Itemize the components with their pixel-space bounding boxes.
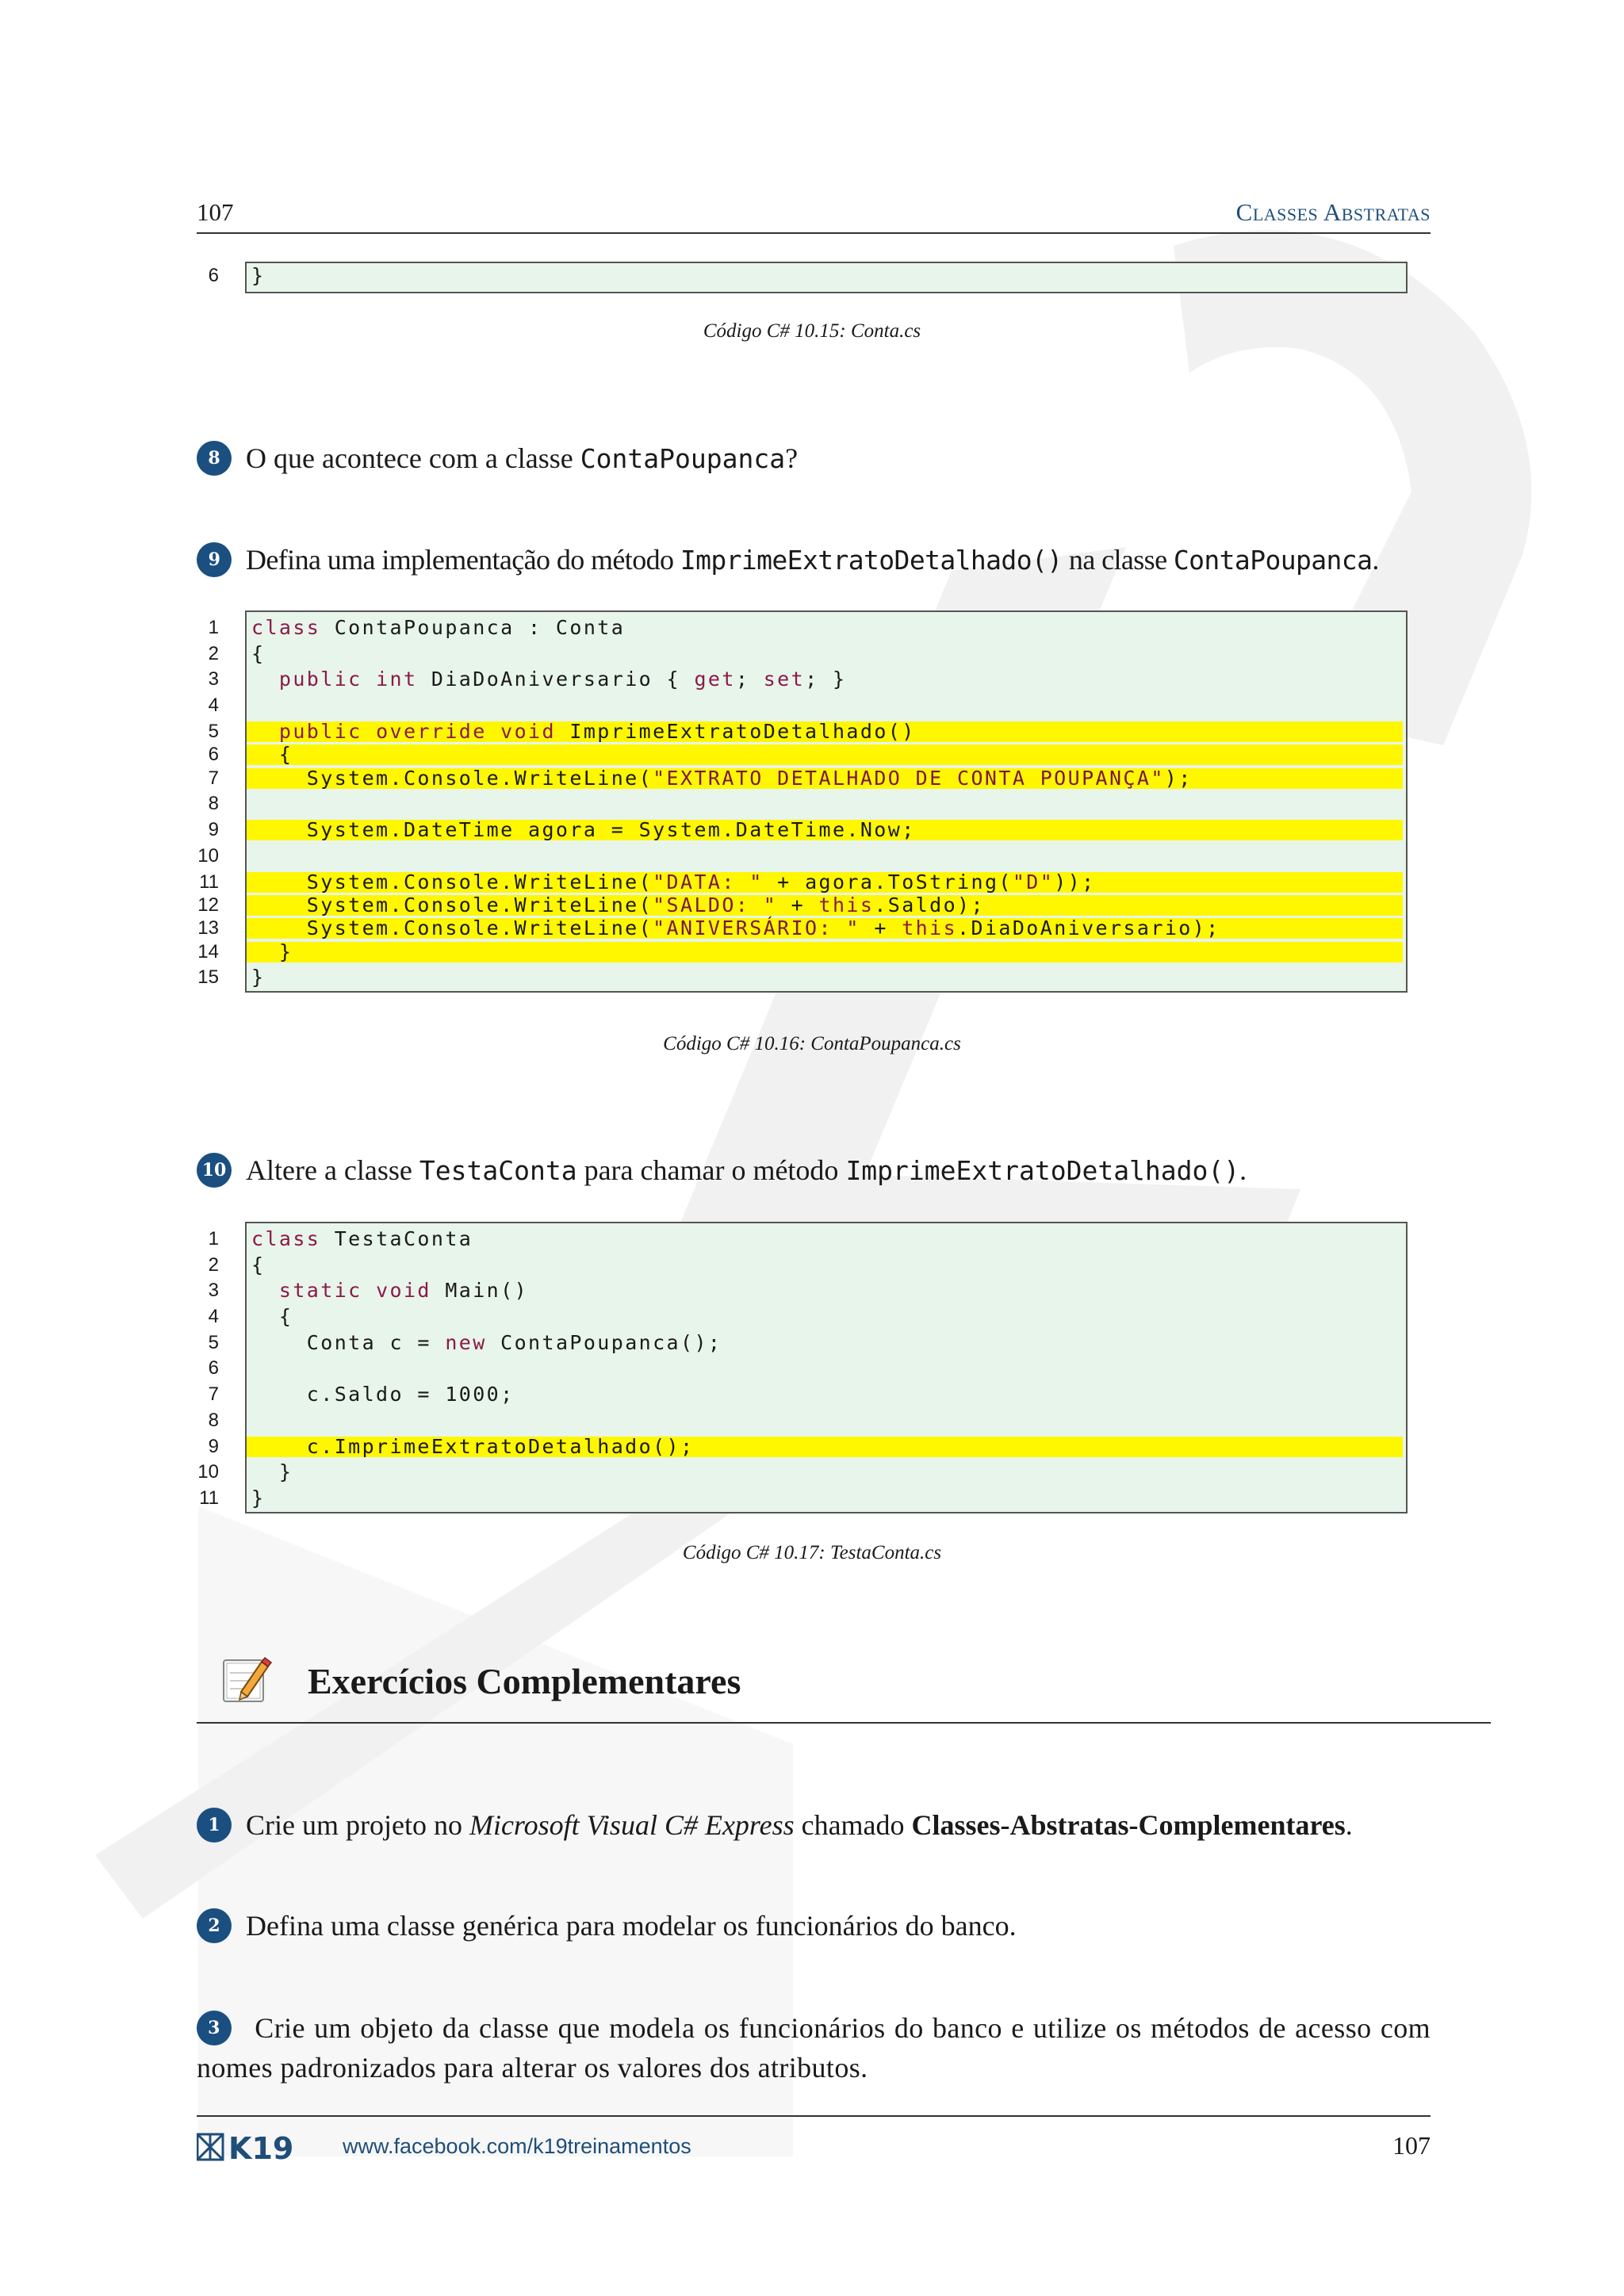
line-number: 11 [199, 871, 219, 893]
code-line [208, 1408, 1406, 1434]
line-number: 1 [208, 617, 219, 638]
line-number: 15 [197, 966, 219, 988]
code-line [208, 720, 1403, 744]
exercise-text: Crie um projeto no [246, 1809, 469, 1841]
code-text: { [251, 641, 266, 665]
line-number: 6 [208, 265, 219, 286]
line-number: 4 [208, 695, 219, 717]
code-keyword: int [376, 668, 418, 691]
code-keyword: public override void [278, 720, 556, 744]
exercise-text: chamado [794, 1809, 912, 1841]
code-keyword: static void [278, 1279, 431, 1303]
code-line [197, 916, 1403, 940]
code-keyword: this [902, 916, 958, 940]
code-line [208, 766, 1403, 790]
code-keyword: class [251, 616, 321, 639]
exercise-badge: 1 [197, 1808, 232, 1843]
complementary-item-3 [197, 2009, 1431, 2087]
exercise-badge: 8 [197, 441, 232, 476]
line-number: 8 [208, 793, 219, 815]
code-text: ContaPoupanca(); [486, 1330, 722, 1354]
footer-url-link[interactable]: www.facebook.com/k19treinamentos [343, 2134, 691, 2158]
code-line [208, 1330, 1406, 1357]
exercise-badge: 2 [197, 1908, 232, 1943]
exercise-text: para chamar o método [576, 1154, 846, 1186]
code-line [197, 1460, 1406, 1486]
code-text: { [251, 1253, 266, 1276]
code-caption-contapoupanca: Código C# 10.16: ContaPoupanca.cs [663, 1033, 961, 1054]
footer-rule [197, 2115, 1431, 2117]
exercise-text: na classe [1062, 544, 1174, 576]
code-text: .Saldo); [874, 893, 985, 916]
code-text: } [251, 1460, 293, 1484]
code-line [208, 641, 1406, 668]
code-line [208, 1278, 1406, 1304]
line-number: 7 [208, 767, 219, 789]
line-number: 12 [197, 894, 219, 916]
code-line [208, 263, 1406, 289]
code-keyword: new [445, 1330, 487, 1354]
code-text: } [251, 965, 266, 989]
code-text: )); [1054, 870, 1096, 894]
line-number: 10 [197, 1461, 219, 1483]
exercise-text: Defina uma implementação do método [246, 544, 680, 576]
header-page-number: 107 [197, 198, 234, 226]
code-line [197, 893, 1403, 916]
line-number: 5 [208, 721, 219, 743]
exercise-text: . [1345, 1809, 1353, 1841]
code-line [197, 939, 1403, 963]
line-number: 2 [208, 1253, 219, 1276]
exercise-item-9 [197, 541, 1434, 580]
code-line [208, 667, 1406, 693]
complementary-item-1 [197, 1806, 1434, 1846]
exercise-bold-text: Classes-Abstratas-Complementares [911, 1809, 1346, 1841]
code-text: Main() [431, 1279, 529, 1303]
code-text [362, 668, 376, 691]
code-line [208, 1356, 1406, 1382]
header-chapter-title: Classes Abstratas [1235, 198, 1431, 226]
code-text: { [251, 743, 293, 767]
code-text: TestaConta [320, 1227, 473, 1250]
inline-code: ImprimeExtratoDetalhado() [845, 1155, 1240, 1186]
code-text: System.Console.WriteLine( [251, 893, 653, 916]
code-text: .DiaDoAniversario); [957, 916, 1220, 940]
inline-code: ImprimeExtratoDetalhado() [680, 545, 1063, 576]
exercise-italic-text: Microsoft Visual C# Express [469, 1809, 795, 1841]
notepad-pencil-icon [220, 1655, 273, 1705]
k19-logo [197, 2133, 324, 2161]
exercise-badge: 3 [197, 2011, 232, 2045]
exercise-text: Defina uma classe genérica para modelar os funcionários do banco. [246, 1910, 1017, 1942]
line-number: 14 [197, 940, 219, 962]
code-text: } [251, 1486, 266, 1510]
code-keyword: get [694, 668, 736, 691]
line-number: 3 [208, 1280, 219, 1302]
code-line [208, 1253, 1406, 1279]
code-line [208, 693, 1406, 719]
line-number: 4 [208, 1306, 219, 1328]
exercise-text: ? [785, 442, 799, 474]
code-text: DiaDoAniversario { [417, 668, 695, 691]
code-string: "ANIVERSÁRIO: " [653, 916, 860, 940]
line-number: 1 [208, 1228, 219, 1249]
exercise-text: Altere a classe [246, 1154, 419, 1186]
exercise-text: O que acontece com a classe [246, 442, 580, 474]
section-rule [197, 1722, 1491, 1724]
code-caption-testaconta: Código C# 10.17: TestaConta.cs [682, 1542, 942, 1563]
footer-page-number: 107 [1392, 2131, 1431, 2160]
line-number: 9 [208, 1435, 219, 1457]
code-line [208, 1434, 1403, 1458]
code-text: ; [735, 668, 764, 691]
exercise-item-8 [197, 439, 1434, 479]
line-number: 13 [197, 917, 219, 939]
exercise-badge: 10 [197, 1153, 232, 1188]
code-line [197, 965, 1406, 991]
line-number: 11 [199, 1487, 219, 1509]
code-text: c.Saldo = 1000; [251, 1383, 515, 1406]
code-text [251, 668, 279, 691]
line-number: 7 [208, 1383, 219, 1406]
exercise-text: Crie um objeto da classe que modela os funcionários do banco e utilize os métodos de acesso com nomes padronizados para alterar os valores dos atributos. [197, 2012, 1431, 2084]
code-string: "SALDO: " [653, 893, 778, 916]
code-text: + [777, 893, 819, 916]
code-text: ImprimeExtratoDetalhado() [555, 720, 916, 744]
exercise-text: . [1239, 1154, 1247, 1186]
code-text: + agora.ToString( [763, 870, 1013, 894]
code-text: System.Console.WriteLine( [251, 766, 653, 790]
code-text: + [860, 916, 902, 940]
code-line [208, 791, 1406, 817]
exercise-text: . [1372, 544, 1379, 576]
code-text: c.ImprimeExtratoDetalhado(); [251, 1434, 695, 1458]
code-line [199, 870, 1403, 894]
code-string: "DATA: " [653, 870, 764, 894]
code-text [251, 1279, 279, 1302]
code-text: System.Console.WriteLine( [251, 870, 653, 894]
line-number: 5 [208, 1331, 219, 1353]
code-keyword: public [278, 668, 362, 691]
complementary-item-2 [197, 1907, 1434, 1946]
line-number: 6 [208, 744, 219, 766]
code-text: { [251, 1305, 293, 1329]
code-line [208, 743, 1403, 767]
code-text [251, 720, 279, 743]
exercise-badge: 9 [197, 542, 232, 577]
code-text: ContaPoupanca : Conta [320, 616, 626, 639]
code-text: Conta c = [251, 1330, 446, 1354]
line-number: 9 [208, 819, 219, 841]
code-string: "D" [1012, 870, 1055, 894]
code-text: ); [1164, 766, 1193, 790]
code-line [208, 1304, 1406, 1330]
svg-text:K19: K19 [228, 2133, 294, 2161]
code-line [208, 818, 1403, 842]
code-text: System.DateTime agora = System.DateTime.Now; [251, 818, 916, 842]
code-text: } [251, 939, 293, 963]
code-caption-conta: Código C# 10.15: Conta.cs [703, 320, 921, 342]
code-block-testaconta [197, 1222, 1408, 1513]
inline-code: ContaPoupanca [1173, 545, 1373, 576]
code-keyword: this [818, 893, 875, 916]
line-number: 2 [208, 642, 219, 664]
section-title: Exercícios Complementares [308, 1661, 741, 1701]
line-number: 8 [208, 1409, 219, 1431]
exercise-item-10 [197, 1151, 1434, 1191]
code-block-conta [208, 262, 1408, 293]
header-rule [197, 232, 1431, 234]
code-text: ; } [805, 668, 847, 691]
line-number: 10 [197, 844, 219, 867]
code-line [208, 1382, 1406, 1408]
inline-code: TestaConta [419, 1155, 577, 1186]
code-line [197, 844, 1406, 870]
code-block-contapoupanca [197, 610, 1408, 993]
code-line [208, 1226, 1406, 1253]
code-keyword: set [763, 668, 806, 691]
code-line [199, 1486, 1406, 1512]
line-number: 6 [208, 1357, 219, 1380]
code-line [208, 615, 1406, 641]
code-text: } [251, 264, 266, 287]
inline-code: ContaPoupanca [580, 443, 786, 474]
line-number: 3 [208, 668, 219, 691]
code-text: System.Console.WriteLine( [251, 916, 653, 940]
code-keyword: class [251, 1227, 321, 1250]
code-string: "EXTRATO DETALHADO DE CONTA POUPANÇA" [653, 766, 1165, 790]
